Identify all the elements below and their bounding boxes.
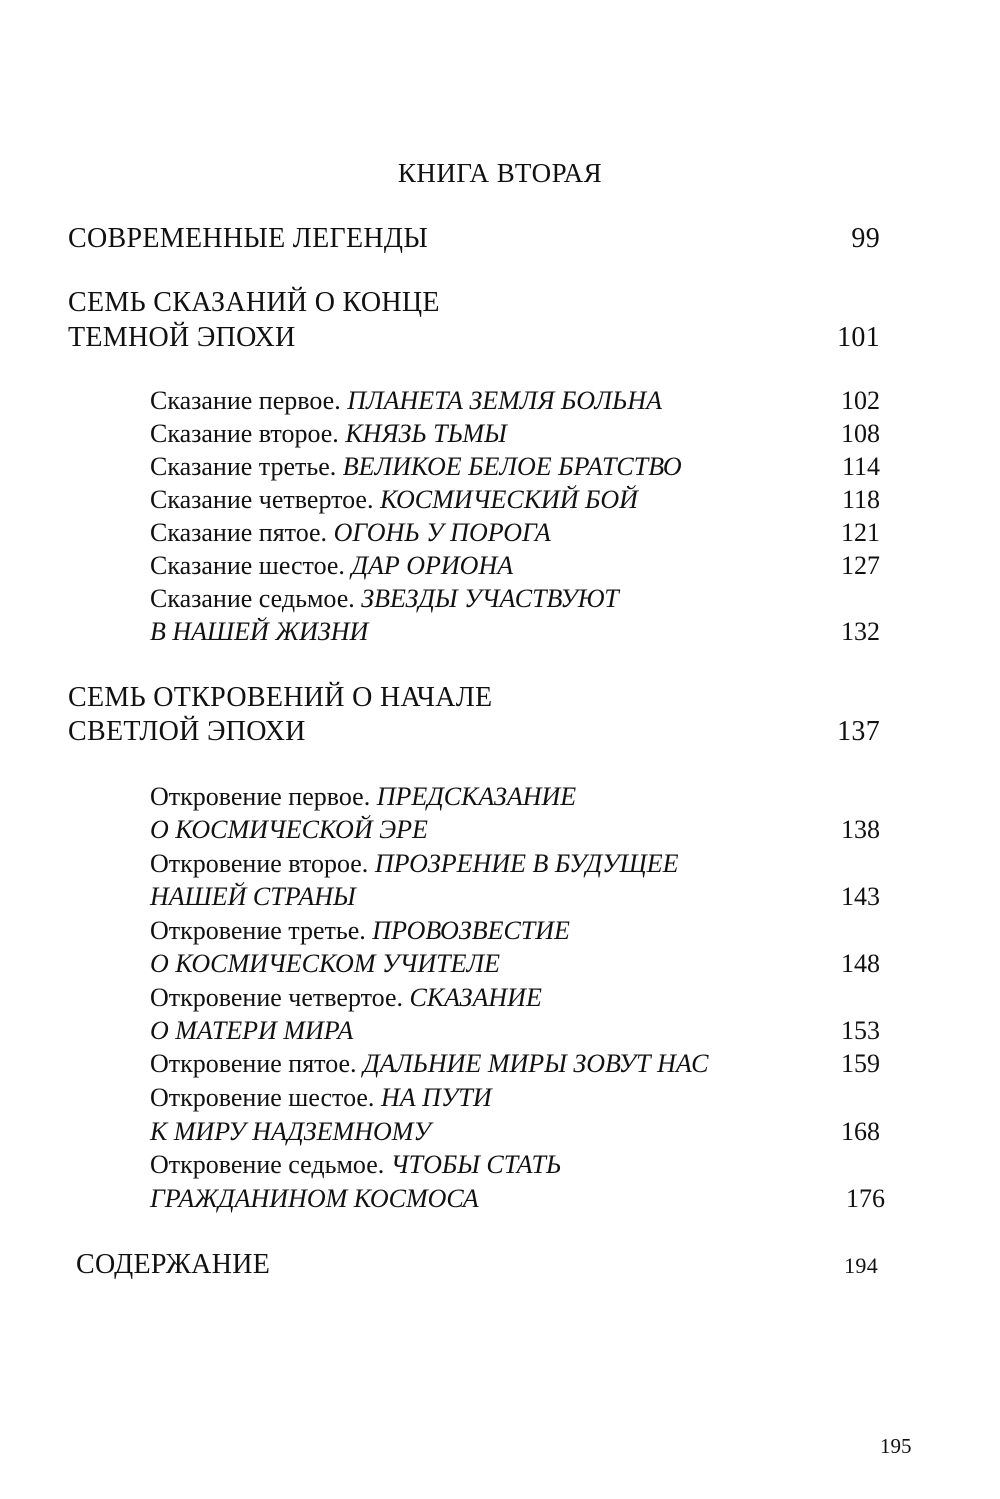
toc-entry-page: 99 [851,223,880,254]
subentry-page: 114 [841,452,880,481]
subentry-page: 132 [841,617,880,646]
subentry-title: КНЯЗЬ ТЬМЫ [345,419,507,448]
subentry-prefix: Откровение шестое. [150,1083,375,1112]
toc-subentry-first-line[interactable] [150,916,570,946]
subentry-page: 127 [841,551,880,580]
subentry-title: ПРЕДСКАЗАНИЕ [376,782,577,811]
toc-subentry[interactable] [150,419,880,449]
subentry-title: ВЕЛИКОЕ БЕЛОЕ БРАТСТВО [342,452,682,481]
toc-entry-page: 101 [837,322,880,353]
subentry-page: 102 [841,386,880,415]
subentry-prefix: Откровение третье. [150,916,366,945]
subentry-prefix: Сказание четвертое. [150,485,374,514]
subentry-title: ДАЛЬНИЕ МИРЫ ЗОВУТ НАС [363,1049,709,1078]
toc-subentry[interactable] [150,882,880,912]
subentry-page: 168 [841,1117,880,1146]
page-number: 195 [880,1434,912,1458]
toc-subentry[interactable] [150,452,880,482]
subentry-prefix: Сказание пятое. [150,518,328,547]
subentry-prefix: Откровение пятое. [150,1049,357,1078]
subentry-title-cont: К МИРУ НАДЗЕМНОМУ [150,1117,431,1146]
subentry-page: 176 [846,1184,885,1213]
subentry-page: 143 [841,882,880,911]
subentry-page: 159 [841,1049,880,1078]
toc-subentry-first-line[interactable] [150,1150,561,1180]
subentry-prefix: Откровение четвертое. [150,983,403,1012]
toc-entry-title: СОВРЕМЕННЫЕ ЛЕГЕНДЫ [68,223,429,254]
toc-section-title-line: СЕМЬ ОТКРОВЕНИЙ О НАЧАЛЕ [68,682,493,713]
toc-subentry[interactable] [150,815,880,845]
toc-subentry[interactable] [150,1117,880,1147]
toc-entry-title: СОДЕРЖАНИЕ [76,1249,271,1280]
subentry-page: 148 [841,949,880,978]
subentry-title: СКАЗАНИЕ [409,983,542,1012]
subentry-prefix: Сказание третье. [150,452,337,481]
subentry-title: ОГОНЬ У ПОРОГА [333,518,551,547]
toc-subentry[interactable] [150,1049,880,1079]
subentry-page: 118 [841,485,880,514]
subentry-page: 138 [841,815,880,844]
toc-subentry[interactable] [150,617,880,647]
toc-entry-title: СВЕТЛОЙ ЭПОХИ [68,716,306,747]
subentry-prefix: Сказание шестое. [150,551,345,580]
toc-section-title-line: СЕМЬ СКАЗАНИЙ О КОНЦЕ [68,287,440,318]
toc-entry-modern-legends[interactable] [68,223,880,255]
subentry-prefix: Откровение седьмое. [150,1150,385,1179]
toc-entry-title: ТЕМНОЙ ЭПОХИ [68,322,296,353]
toc-entry-seven-revelations[interactable] [68,716,880,748]
subentry-title: КОСМИЧЕСКИЙ БОЙ [379,485,638,514]
subentry-prefix: Откровение второе. [150,849,369,878]
toc-subentry[interactable] [150,949,880,979]
toc-subentry[interactable] [150,386,880,416]
toc-subentry-first-line[interactable] [150,849,679,879]
subentry-page: 108 [841,419,880,448]
subentry-title: ЗВЕЗДЫ УЧАСТВУЮТ [361,584,619,613]
subentry-title: НА ПУТИ [380,1083,492,1112]
subentry-title-cont: НАШЕЙ СТРАНЫ [150,882,356,911]
subentry-prefix: Откровение первое. [150,782,371,811]
subentry-title: ПРОВОЗВЕСТИЕ [372,916,570,945]
toc-entry-contents[interactable] [76,1249,878,1281]
toc-subentry-first-line[interactable] [150,584,619,614]
toc-entry-seven-tales[interactable] [68,322,880,354]
subentry-title: ДАР ОРИОНА [351,551,514,580]
toc-subentry[interactable] [150,1184,885,1214]
toc-subentry[interactable] [150,1016,880,1046]
subentry-title-cont: О КОСМИЧЕСКОЙ ЭРЕ [150,815,428,844]
toc-subentry[interactable] [150,518,880,548]
subentry-prefix: Сказание второе. [150,419,339,448]
toc-subentry-first-line[interactable] [150,782,576,812]
toc-subentry-first-line[interactable] [150,983,542,1013]
subentry-title-cont: О МАТЕРИ МИРА [150,1016,354,1045]
subentry-prefix: Сказание седьмое. [150,584,355,613]
book-heading: КНИГА ВТОРАЯ [397,158,603,188]
toc-subentry-first-line[interactable] [150,1083,492,1113]
subentry-title-cont: ГРАЖДАНИНОМ КОСМОСА [150,1184,479,1213]
toc-subentry[interactable] [150,485,880,515]
toc-entry-page: 137 [837,716,880,747]
toc-entry-page: 194 [844,1253,878,1278]
subentry-prefix: Сказание первое. [150,386,341,415]
subentry-title-cont: В НАШЕЙ ЖИЗНИ [150,617,369,646]
subentry-title: ПРОЗРЕНИЕ В БУДУЩЕЕ [374,849,679,878]
subentry-page: 153 [841,1016,880,1045]
subentry-title: ЧТОБЫ СТАТЬ [390,1150,562,1179]
subentry-page: 121 [841,518,880,547]
toc-subentry[interactable] [150,551,880,581]
subentry-title: ПЛАНЕТА ЗЕМЛЯ БОЛЬНА [347,386,663,415]
subentry-title-cont: О КОСМИЧЕСКОМ УЧИТЕЛЕ [150,949,501,978]
